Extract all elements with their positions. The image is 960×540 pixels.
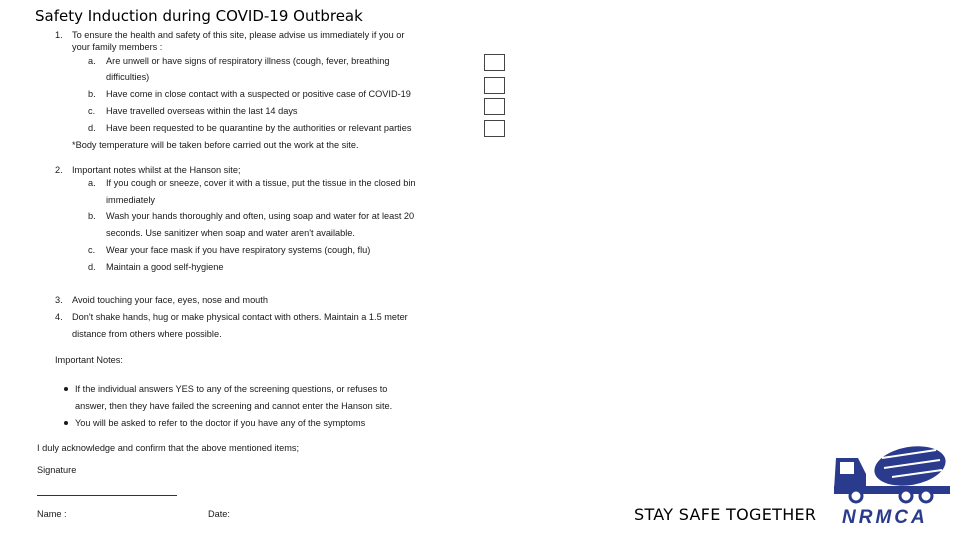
signature-line <box>37 495 177 496</box>
q1b-text: Have come in close contact with a suspected or positive case of COVID-19 <box>106 89 411 99</box>
q2c-letter: c. <box>88 245 96 255</box>
important-notes-heading: Important Notes: <box>55 355 123 365</box>
slide-title: Safety Induction during COVID-19 Outbreak <box>35 7 363 25</box>
q1-footnote: *Body temperature will be taken before carried out the work at the site. <box>72 140 359 150</box>
nrmca-logo <box>832 444 950 526</box>
q2a-letter: a. <box>88 178 96 188</box>
logo-wordmark: NRMCA <box>842 507 928 526</box>
q2a-text-line2: immediately <box>106 195 156 205</box>
q2-text: Important notes whilst at the Hanson site; <box>72 165 241 175</box>
name-label: Name : <box>37 509 67 519</box>
q3-text: Avoid touching your face, eyes, nose and mouth <box>72 295 268 305</box>
q1-number: 1. <box>55 30 63 40</box>
q1a-text-line1: Are unwell or have signs of respiratory illness (cough, fever, breathing <box>106 56 390 66</box>
date-label: Date: <box>208 509 230 519</box>
q2c-text: Wear your face mask if you have respiratory systems (cough, flu) <box>106 245 371 255</box>
mixer-truck-icon <box>834 444 950 502</box>
note1-text-line1: If the individual answers YES to any of the screening questions, or refuses to <box>75 384 388 394</box>
q1c-text: Have travelled overseas within the last 14 days <box>106 106 298 116</box>
stay-safe-tagline: STAY SAFE TOGETHER <box>634 505 817 524</box>
q1-text-line1: To ensure the health and safety of this site, please advise us immediately if you or <box>72 30 405 40</box>
checkbox-q1c[interactable] <box>484 98 505 115</box>
q2-number: 2. <box>55 165 63 175</box>
signature-label: Signature <box>37 465 77 475</box>
bullet-icon <box>64 421 68 425</box>
q4-text-line1: Don't shake hands, hug or make physical contact with others. Maintain a 1.5 meter <box>72 312 408 322</box>
q2b-text-line2: seconds. Use sanitizer when soap and water aren't available. <box>106 228 355 238</box>
q2b-letter: b. <box>88 211 96 221</box>
q1-text-line2: your family members : <box>72 42 163 52</box>
bullet-icon <box>64 387 68 391</box>
q1b-letter: b. <box>88 89 96 99</box>
checkbox-q1a[interactable] <box>484 54 505 71</box>
q2a-text-line1: If you cough or sneeze, cover it with a tissue, put the tissue in the closed bin <box>106 178 416 188</box>
q4-text-line2: distance from others where possible. <box>72 329 222 339</box>
q2d-letter: d. <box>88 262 96 272</box>
acknowledge-text: I duly acknowledge and confirm that the above mentioned items; <box>37 443 299 453</box>
q2d-text: Maintain a good self-hygiene <box>106 262 224 272</box>
q1a-letter: a. <box>88 56 96 66</box>
q3-number: 3. <box>55 295 63 305</box>
q1a-text-line2: difficulties) <box>106 72 150 82</box>
note2-text: You will be asked to refer to the doctor if you have any of the symptoms <box>75 418 366 428</box>
q2b-text-line1: Wash your hands thoroughly and often, using soap and water for at least 20 <box>106 211 415 221</box>
q1c-letter: c. <box>88 106 96 116</box>
checkbox-q1d[interactable] <box>484 120 505 137</box>
checkbox-q1b[interactable] <box>484 77 505 94</box>
q1d-text: Have been requested to be quarantine by the authorities or relevant parties <box>106 123 412 133</box>
q1d-letter: d. <box>88 123 96 133</box>
q4-number: 4. <box>55 312 63 322</box>
note1-text-line2: answer, then they have failed the screening and cannot enter the Hanson site. <box>75 401 393 411</box>
